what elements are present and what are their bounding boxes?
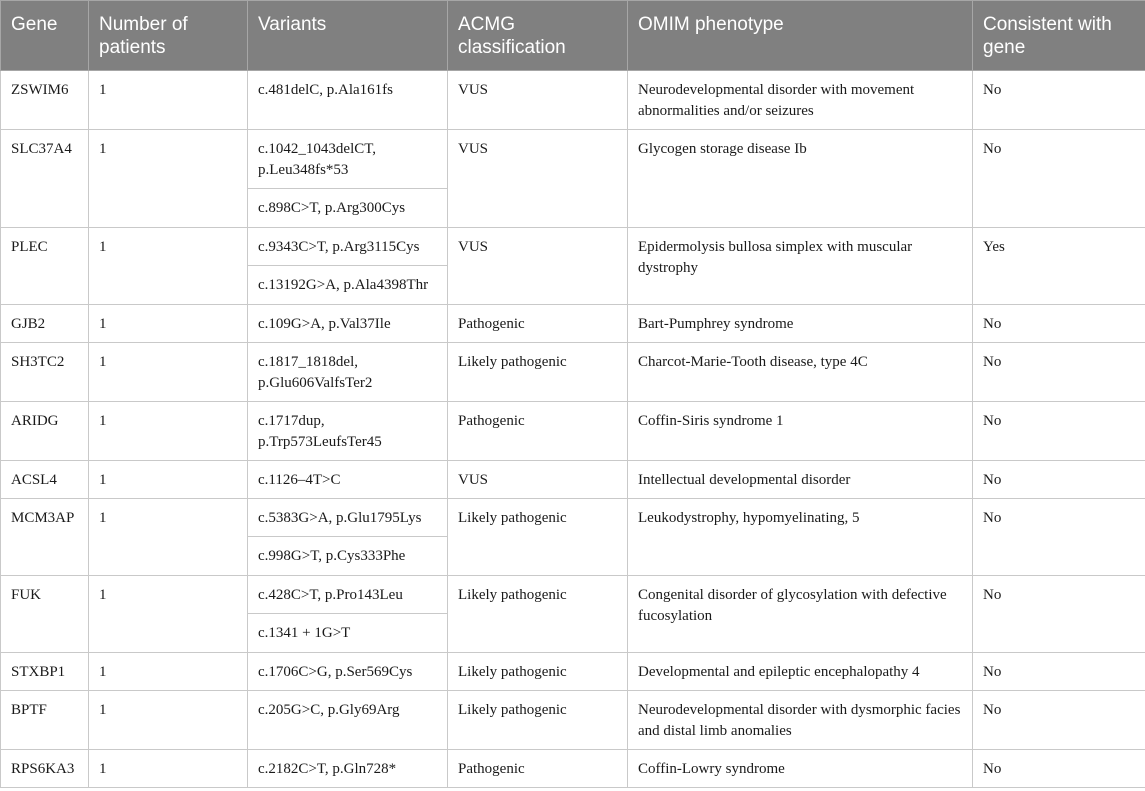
table-row	[1, 71, 1145, 130]
header-consistent-with-gene: Consistent with gene	[973, 1, 1145, 71]
gene-cell: MCM3AP	[1, 499, 89, 576]
acmg-cell: VUS	[448, 71, 628, 130]
patients-cell: 1	[89, 71, 248, 130]
patients-cell: 1	[89, 461, 248, 499]
variant-cell: c.1817_1818del, p.Glu606ValfsTer2	[248, 343, 448, 402]
consistent-cell: No	[973, 461, 1145, 499]
gene-cell: ARIDG	[1, 402, 89, 461]
consistent-cell: No	[973, 576, 1145, 653]
table-row	[1, 343, 1145, 402]
patients-cell: 1	[89, 402, 248, 461]
consistent-cell: Yes	[973, 228, 1145, 305]
gene-cell: PLEC	[1, 228, 89, 305]
gene-cell: RPS6KA3	[1, 750, 89, 788]
omim-cell: Intellectual developmental disorder	[628, 461, 973, 499]
variant-cell: c.1341 + 1G>T	[248, 614, 448, 653]
table-row	[1, 305, 1145, 343]
table-row	[1, 499, 1145, 537]
acmg-cell: Pathogenic	[448, 750, 628, 788]
acmg-cell: Likely pathogenic	[448, 499, 628, 576]
variant-cell: c.1717dup, p.Trp573LeufsTer45	[248, 402, 448, 461]
omim-cell: Developmental and epileptic encephalopathy 4	[628, 653, 973, 691]
variant-cell: c.1126–4T>C	[248, 461, 448, 499]
omim-cell: Charcot-Marie-Tooth disease, type 4C	[628, 343, 973, 402]
table-row	[1, 576, 1145, 614]
header-gene: Gene	[1, 1, 89, 71]
acmg-cell: Likely pathogenic	[448, 653, 628, 691]
header-row	[1, 1, 1145, 71]
acmg-cell: Pathogenic	[448, 402, 628, 461]
table-row	[1, 750, 1145, 788]
table-row	[1, 402, 1145, 461]
omim-cell: Coffin-Lowry syndrome	[628, 750, 973, 788]
gene-cell: SLC37A4	[1, 130, 89, 228]
variant-cell: c.109G>A, p.Val37Ile	[248, 305, 448, 343]
omim-cell: Coffin-Siris syndrome 1	[628, 402, 973, 461]
patients-cell: 1	[89, 130, 248, 228]
patients-cell: 1	[89, 653, 248, 691]
variant-cell: c.1706C>G, p.Ser569Cys	[248, 653, 448, 691]
omim-cell: Glycogen storage disease Ib	[628, 130, 973, 228]
consistent-cell: No	[973, 305, 1145, 343]
gene-cell: BPTF	[1, 691, 89, 750]
variant-cell: c.481delC, p.Ala161fs	[248, 71, 448, 130]
variant-cell: c.998G>T, p.Cys333Phe	[248, 537, 448, 576]
patients-cell: 1	[89, 228, 248, 305]
omim-cell: Neurodevelopmental disorder with movement abnormalities and/or seizures	[628, 71, 973, 130]
omim-cell: Neurodevelopmental disorder with dysmorphic facies and distal limb anomalies	[628, 691, 973, 750]
variant-cell: c.428C>T, p.Pro143Leu	[248, 576, 448, 614]
gene-cell: GJB2	[1, 305, 89, 343]
patients-cell: 1	[89, 499, 248, 576]
consistent-cell: No	[973, 71, 1145, 130]
table-row	[1, 691, 1145, 750]
patients-cell: 1	[89, 750, 248, 788]
table-row	[1, 461, 1145, 499]
table-row	[1, 130, 1145, 189]
patients-cell: 1	[89, 343, 248, 402]
consistent-cell: No	[973, 499, 1145, 576]
header-omim-phenotype: OMIM phenotype	[628, 1, 973, 71]
acmg-cell: VUS	[448, 461, 628, 499]
acmg-cell: Likely pathogenic	[448, 343, 628, 402]
gene-cell: STXBP1	[1, 653, 89, 691]
table-row	[1, 228, 1145, 266]
acmg-cell: Likely pathogenic	[448, 576, 628, 653]
variant-cell: c.2182C>T, p.Gln728*	[248, 750, 448, 788]
variant-cell: c.898C>T, p.Arg300Cys	[248, 189, 448, 228]
gene-cell: ACSL4	[1, 461, 89, 499]
omim-cell: Congenital disorder of glycosylation with defective fucosylation	[628, 576, 973, 653]
patients-cell: 1	[89, 305, 248, 343]
gene-cell: ZSWIM6	[1, 71, 89, 130]
patients-cell: 1	[89, 576, 248, 653]
consistent-cell: No	[973, 402, 1145, 461]
variant-cell: c.1042_1043delCT, p.Leu348fs*53	[248, 130, 448, 189]
gene-cell: FUK	[1, 576, 89, 653]
header-number-of-patients: Number of patients	[89, 1, 248, 71]
variant-cell: c.13192G>A, p.Ala4398Thr	[248, 266, 448, 305]
table-row	[1, 653, 1145, 691]
variant-cell: c.5383G>A, p.Glu1795Lys	[248, 499, 448, 537]
consistent-cell: No	[973, 343, 1145, 402]
variant-cell: c.9343C>T, p.Arg3115Cys	[248, 228, 448, 266]
consistent-cell: No	[973, 653, 1145, 691]
patients-cell: 1	[89, 691, 248, 750]
acmg-cell: Pathogenic	[448, 305, 628, 343]
consistent-cell: No	[973, 750, 1145, 788]
acmg-cell: VUS	[448, 130, 628, 228]
header-acmg-classification: ACMG classification	[448, 1, 628, 71]
header-variants: Variants	[248, 1, 448, 71]
consistent-cell: No	[973, 691, 1145, 750]
consistent-cell: No	[973, 130, 1145, 228]
omim-cell: Epidermolysis bullosa simplex with muscular dystrophy	[628, 228, 973, 305]
omim-cell: Leukodystrophy, hypomyelinating, 5	[628, 499, 973, 576]
acmg-cell: Likely pathogenic	[448, 691, 628, 750]
gene-cell: SH3TC2	[1, 343, 89, 402]
variant-cell: c.205G>C, p.Gly69Arg	[248, 691, 448, 750]
acmg-cell: VUS	[448, 228, 628, 305]
omim-cell: Bart-Pumphrey syndrome	[628, 305, 973, 343]
